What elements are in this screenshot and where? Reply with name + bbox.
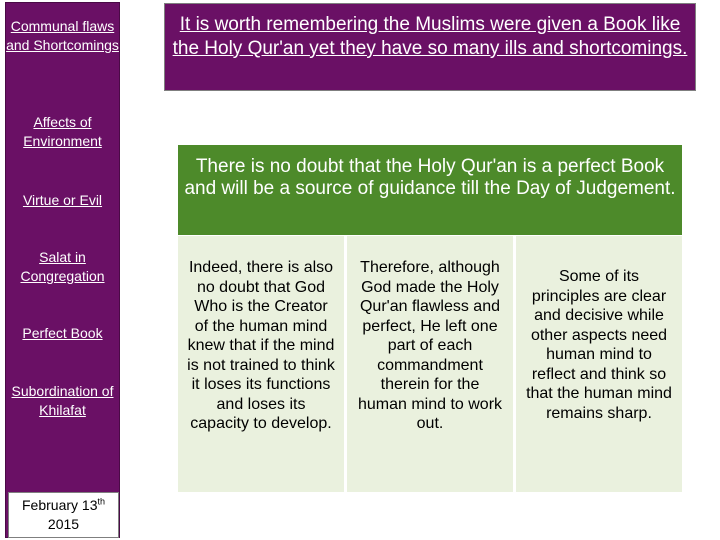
nav-link-salat-in-congregation[interactable]: Salat in Congregation: [20, 249, 105, 284]
nav-link-communal-flaws[interactable]: Communal flaws and Shortcomings: [6, 18, 119, 53]
highlight-box: There is no doubt that the Holy Qur'an is a perfect Book and will be a source of guidance till the Day of Judgement.: [178, 145, 682, 235]
nav-link-affects-of-environment[interactable]: Affects of Environment: [23, 114, 102, 149]
nav-link-subordination-of-khilafat[interactable]: Subordination of Khilafat: [11, 383, 114, 418]
date-box: [8, 492, 119, 538]
content-column-2: [347, 236, 513, 492]
sidebar-nav: [5, 2, 120, 538]
content-column-3-text: Some of its principles are clear and decisive while other aspects need human mind to reflect and think so that the human mind remains sharp.: [526, 268, 672, 422]
date-ordinal-suffix: th: [97, 496, 105, 507]
content-column-1: [178, 236, 344, 492]
content-column-1-text: Indeed, there is also no doubt that God Who is the Creator of the human mind knew that if the mind is not trained to think it loses its functions and loses its capacity to develop.: [187, 259, 335, 432]
content-column-3: [516, 236, 682, 492]
content-column-2-text: Therefore, although God made the Holy Qur'an flawless and perfect, He left one part of each commandment therein for the human mind to work out.: [357, 259, 503, 432]
date-month-day: February 13: [22, 497, 98, 513]
nav-link-virtue-or-evil[interactable]: Virtue or Evil: [22, 192, 103, 208]
date-year: 2015: [47, 516, 80, 532]
banner-link[interactable]: It is worth remembering the Muslims were given a Book like the Holy Qur'an yet they have so many ills and shortcomings.: [164, 3, 696, 91]
nav-link-perfect-book[interactable]: Perfect Book: [22, 325, 103, 341]
